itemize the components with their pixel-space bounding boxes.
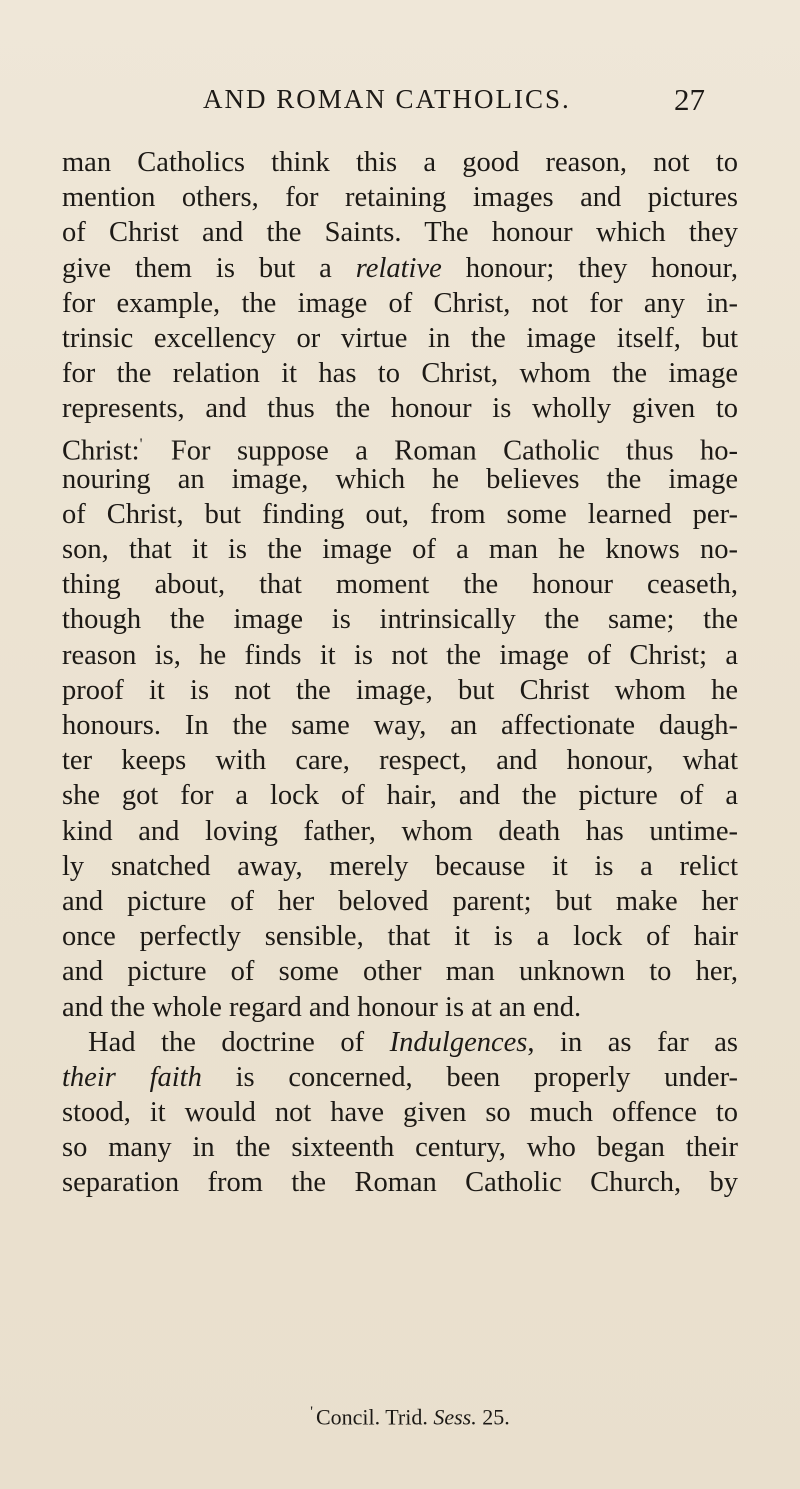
text-line: and picture of some other man unknown to her, xyxy=(62,956,738,988)
text-line: stood, it would not have given so much offence to xyxy=(62,1097,738,1129)
footnote xyxy=(0,1404,800,1430)
text-line: represents, and thus the honour is wholly given to xyxy=(62,393,738,425)
text-line: Had the doctrine of Indulgences, in as far as xyxy=(88,1026,738,1058)
italic-text: Indulgences xyxy=(389,1026,528,1058)
text-line: reason is, he finds it is not the image of Christ; a xyxy=(62,639,738,671)
text-line: and picture of her beloved parent; but make her xyxy=(62,885,738,917)
text-line: trinsic excellency or virtue in the image itself, but xyxy=(62,322,738,354)
footnote-italic-text: Sess. xyxy=(433,1404,477,1430)
text-line: though the image is intrinsically the same; the xyxy=(62,604,738,636)
footnote-reference: ' xyxy=(139,435,143,453)
footnote-mark: ' xyxy=(310,1404,313,1420)
italic-text: their faith xyxy=(62,1061,202,1093)
text-line: separation from the Roman Catholic Church, by xyxy=(62,1167,738,1199)
text-line: son, that it is the image of a man he knows no- xyxy=(62,534,738,566)
body-text xyxy=(62,145,738,1201)
text-line: and the whole regard and honour is at an end. xyxy=(62,991,582,1023)
text-line: nouring an image, which he believes the image xyxy=(62,463,738,495)
text-line: for the relation it has to Christ, whom the image xyxy=(62,358,738,390)
text-line: Christ:' For suppose a Roman Catholic thus ho- xyxy=(62,435,738,466)
italic-text: relative xyxy=(355,252,442,284)
text-line: of Christ and the Saints. The honour which they xyxy=(62,217,738,249)
text-line: thing about, that moment the honour ceaseth, xyxy=(62,569,738,601)
text-line: of Christ, but finding out, from some learned per- xyxy=(62,498,738,530)
text-line: ter keeps with care, respect, and honour, what xyxy=(62,745,738,777)
running-title: AND ROMAN CATHOLICS. xyxy=(203,84,571,114)
text-line: she got for a lock of hair, and the picture of a xyxy=(62,780,738,812)
footnote-text: Concil. Trid. xyxy=(315,1404,434,1430)
running-head xyxy=(0,82,800,122)
text-line: their faith is concerned, been properly under- xyxy=(62,1061,738,1093)
text-line: ly snatched away, merely because it is a relict xyxy=(62,850,738,882)
text-line: for example, the image of Christ, not for any in- xyxy=(62,287,738,319)
text-line: so many in the sixteenth century, who began their xyxy=(62,1132,738,1164)
text-line: honours. In the same way, an affectionate daugh- xyxy=(62,710,738,741)
text-line: kind and loving father, whom death has untime- xyxy=(62,815,738,847)
footnote-text-end: 25. xyxy=(476,1404,510,1430)
text-line: proof it is not the image, but Christ whom he xyxy=(62,674,738,706)
text-line: once perfectly sensible, that it is a lock of hair xyxy=(62,921,738,953)
text-line: give them is but a relative honour; they honour, xyxy=(62,252,738,284)
text-line: man Catholics think this a good reason, not to xyxy=(62,147,738,178)
text-line: mention others, for retaining images and pictures xyxy=(62,182,738,214)
page-number: 27 xyxy=(674,82,705,117)
